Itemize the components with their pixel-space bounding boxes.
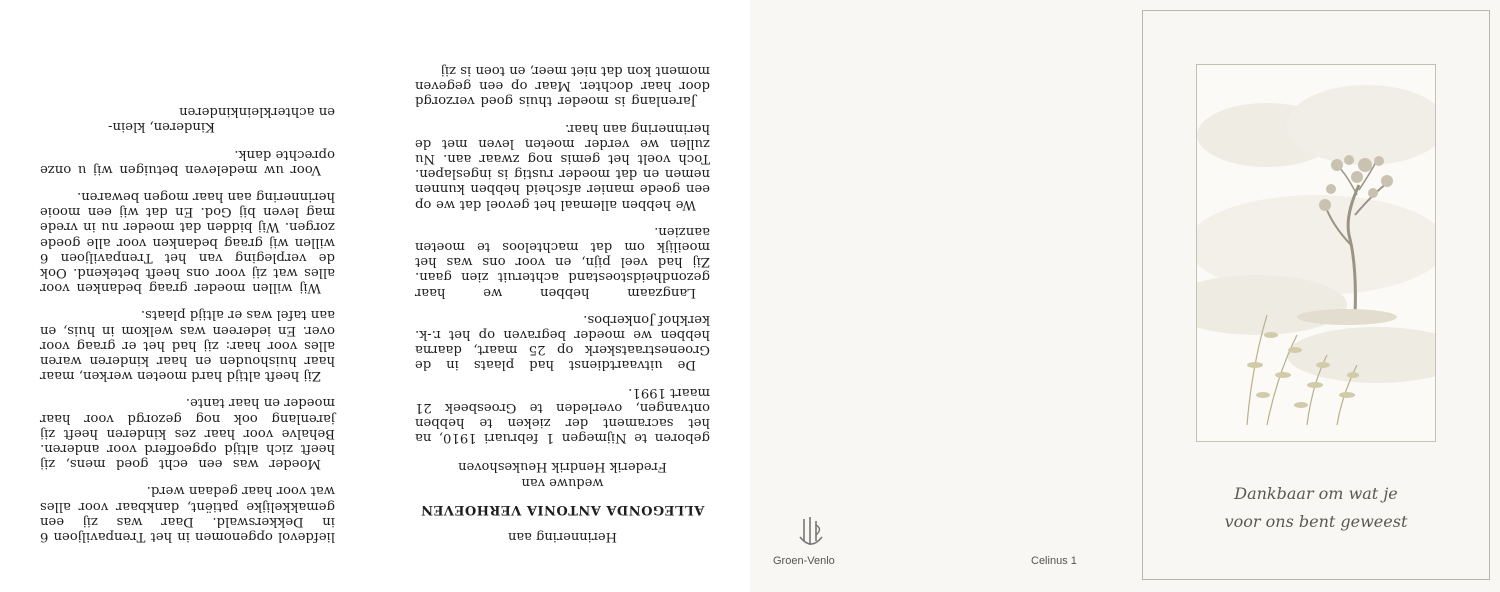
farewell-paragraph: We hebben allemaal het gevoel dat we op een goede manier afscheid hebben kunnen nemen en dat moeder rustig is ingeslapen. Toch voelt het gemis nog zwaar aan. Nu zullen we verder moeten leven met de herinnering aan haar. [415,120,710,212]
health-paragraph: Langzaam hebben we haar gezondheidstoestand achteruit zien gaan. Zij had veel pijn, en voor ons was het moeilijk om dat machteloos te moeten aanzien. [415,223,710,300]
memorial-page-continued [0,0,375,592]
work-paragraph: Zij heeft altijd hard moeten werken, maar haar huishouden en haar kinderen waren alles voor haar: zij had het er graag voor over. En iedereen was welkom in huis, en aan tafel was er altijd plaats. [40,307,335,384]
deceased-name: ALLEGONDA ANTONIA VERHOEVEN [420,501,705,517]
character-paragraph: Moeder was een echt goed mens, zij heeft zich altijd opgeofferd voor anderen. Behalve voor haar zes kinderen heeft zij jarenlang ook nog gezorgd voor haar moeder en haar tante. [40,395,335,472]
motto-line-2: voor ons bent geweest [1224,512,1408,531]
dekkerswald-paragraph: liefdevol opgenomen in het Trenpaviljoen 6 in Dekkerswald. Daar was zij een gemakkelijke patiënt, dankbaar voor alles wat voor haar gedaan werd. [40,483,335,544]
birth-death-paragraph: geboren te Nijmegen 1 februari 1910, na het sacrament der zieken te hebben ontvangen, overleden te Groesbeek 21 maart 1991. [415,384,710,446]
memorial-page-main [375,0,750,592]
spouse-name: Frederik Hendrik Heukeshoven [458,459,667,475]
care-paragraph: Jarenlang is moeder thuis goed verzorgd door haar dochter. Maar op een gegeven moment kon dat niet meer, en toen is zij [415,62,710,109]
tree-landscape-image [1197,65,1435,441]
groen-venlo-logo-icon [796,515,826,551]
memorial-heading: Herinnering aan [508,529,617,544]
motto-line-1: Dankbaar om wat je [1234,484,1398,503]
relation-label: weduwe van [521,474,604,490]
closing-line-1: Kinderen, klein- [108,119,215,135]
cover-motto [1150,480,1482,536]
gratitude-paragraph: Voor uw medeleven betuigen wij u onze oprechte dank. [40,146,335,177]
thanks-paragraph: Wij willen moeder graag bedanken voor alles wat zij voor ons heeft betekend. Ook de verpleging van het Trenpaviljoen 6 willen wij graag bedanken voor alle goede zorgen. Wij bidden dat moeder nu in vrede mag leven bij God. En dat wij een mooie herinnering aan haar mogen bewaren. [40,188,335,296]
funeral-paragraph: De uitvaartdienst had plaats in de Groenestraatskerk op 25 maart, daarna hebben we moeder begraven op het r.-k. kerkhof Jonkerbos. [415,311,710,373]
tree-illustration [1196,64,1436,442]
closing-line-2: en achterkleinkinderen [179,104,335,120]
card-model: Celinus 1 [1031,555,1077,567]
publisher-name: Groen-Venlo [773,555,835,567]
